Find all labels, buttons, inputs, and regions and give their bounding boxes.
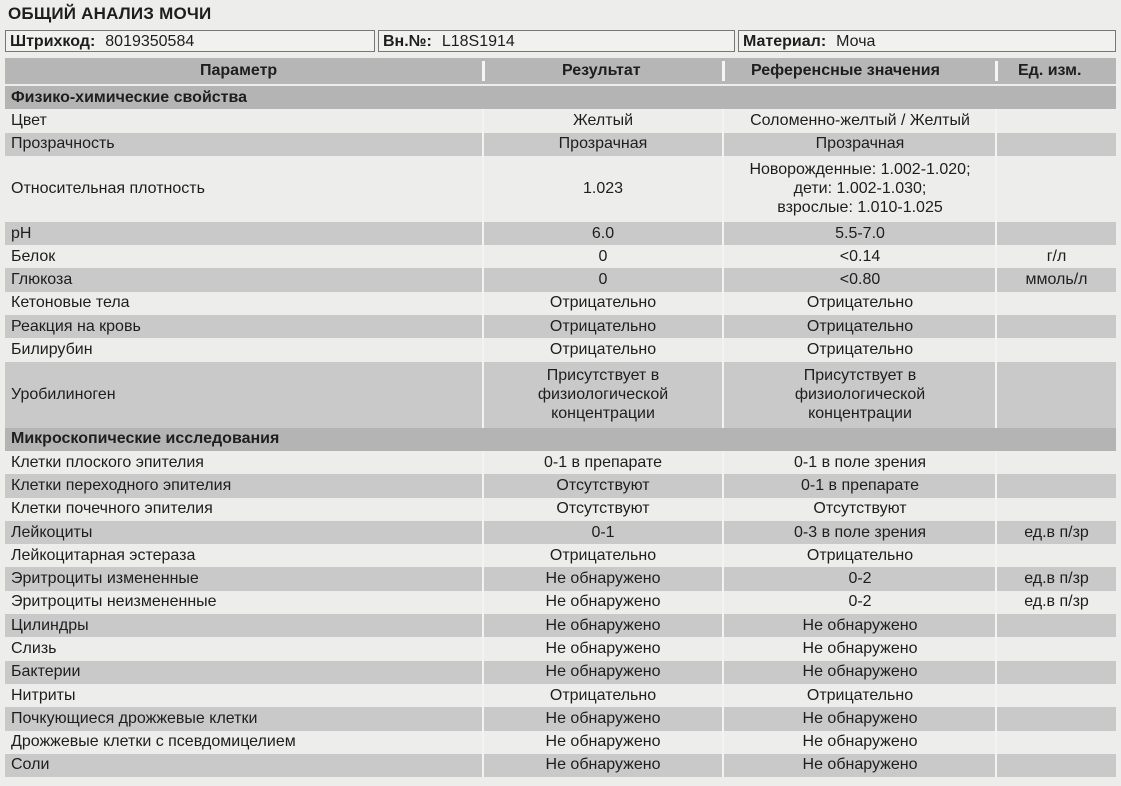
barcode-value: 8019350584 <box>105 33 195 50</box>
reference-cell: 0-2 <box>848 593 872 611</box>
reference-cell: 0-3 в поле зрения <box>794 523 926 541</box>
col-divider <box>482 338 484 361</box>
reference-cell: Отрицательно <box>806 341 914 359</box>
reference-cell: 0-2 <box>848 570 872 588</box>
result-cell: Не обнаружено <box>545 663 661 681</box>
col-divider <box>482 567 484 590</box>
material-box <box>738 30 1116 52</box>
col-divider <box>482 591 484 614</box>
result-cell: Отрицательно <box>549 686 657 704</box>
unit-cell <box>997 315 1116 338</box>
col-divider <box>995 637 997 660</box>
table-row <box>5 338 1116 361</box>
result-cell: Не обнаружено <box>545 616 661 634</box>
col-divider <box>722 474 724 497</box>
unit-cell <box>997 451 1116 474</box>
reference-cell: Не обнаружено <box>802 709 918 727</box>
unit-cell: г/л <box>1046 247 1067 265</box>
table-row <box>5 521 1116 544</box>
col-divider <box>995 61 998 81</box>
param-cell: Дрожжевые клетки с псевдомицелием <box>11 733 296 751</box>
col-divider <box>995 292 997 315</box>
unit-cell <box>997 731 1116 754</box>
col-divider <box>482 474 484 497</box>
param-cell: Уробилиноген <box>11 386 116 404</box>
table-row <box>5 567 1116 590</box>
col-divider <box>482 707 484 730</box>
reference-cell: Соломенно-желтый / Желтый <box>750 111 970 129</box>
specimen-info <box>5 30 1116 54</box>
result-cell: Желтый <box>572 111 634 129</box>
col-divider <box>722 498 724 521</box>
col-divider <box>482 451 484 474</box>
col-param-header: Параметр <box>200 62 278 79</box>
unit-cell <box>997 498 1116 521</box>
unit-cell <box>997 222 1116 245</box>
col-divider <box>722 544 724 567</box>
table-row <box>5 362 1116 428</box>
param-cell: Эритроциты измененные <box>11 570 199 588</box>
table-row <box>5 754 1116 777</box>
result-cell: Отрицательно <box>549 546 657 564</box>
col-divider <box>995 268 997 291</box>
col-divider <box>482 245 484 268</box>
col-divider <box>722 521 724 544</box>
col-divider <box>995 544 997 567</box>
unit-cell: ед.в п/зр <box>1024 523 1089 541</box>
reference-cell: <0.80 <box>839 271 881 289</box>
col-divider <box>995 451 997 474</box>
col-divider <box>995 614 997 637</box>
result-cell: Прозрачная <box>558 135 648 153</box>
col-result-header: Результат <box>562 62 641 79</box>
col-divider <box>482 521 484 544</box>
results-table <box>5 86 1116 777</box>
reference-cell: 0-1 в поле зрения <box>794 453 926 471</box>
col-divider <box>722 156 724 222</box>
col-divider <box>482 156 484 222</box>
result-cell: 0-1 в препарате <box>543 453 663 471</box>
param-cell: pH <box>11 224 32 242</box>
col-divider <box>722 451 724 474</box>
material-label: Материал: <box>743 33 827 50</box>
col-divider <box>995 362 997 428</box>
report-title: ОБЩИЙ АНАЛИЗ МОЧИ <box>8 4 212 23</box>
reference-cell: 5.5-7.0 <box>835 224 885 242</box>
material-value: Моча <box>836 33 876 50</box>
col-divider <box>722 614 724 637</box>
col-divider <box>722 268 724 291</box>
param-cell: Билирубин <box>11 341 93 359</box>
table-row <box>5 156 1116 222</box>
table-row <box>5 661 1116 684</box>
col-divider <box>482 268 484 291</box>
result-cell: 0 <box>598 247 608 265</box>
col-divider <box>995 661 997 684</box>
col-divider <box>995 567 997 590</box>
unit-cell <box>997 637 1116 660</box>
col-divider <box>995 731 997 754</box>
unit-cell <box>997 684 1116 707</box>
reference-cell: Не обнаружено <box>802 756 918 774</box>
unit-cell <box>997 544 1116 567</box>
col-divider <box>722 731 724 754</box>
param-cell: Реакция на кровь <box>11 317 141 335</box>
param-cell: Лейкоцитарная эстераза <box>11 546 196 564</box>
param-cell: Бактерии <box>11 663 81 681</box>
col-divider <box>995 498 997 521</box>
param-cell: Эритроциты неизмененные <box>11 593 217 611</box>
col-divider <box>482 61 485 81</box>
col-divider <box>995 222 997 245</box>
col-divider <box>722 109 724 132</box>
reference-cell: Отрицательно <box>806 294 914 312</box>
unit-cell: ед.в п/зр <box>1024 570 1089 588</box>
result-cell: Не обнаружено <box>545 570 661 588</box>
section-title: Микроскопические исследования <box>11 430 280 448</box>
col-reference-header: Референсные значения <box>751 62 940 79</box>
col-divider <box>995 338 997 361</box>
col-divider <box>995 474 997 497</box>
param-cell: Почкующиеся дрожжевые клетки <box>11 709 258 727</box>
col-divider <box>722 61 725 81</box>
col-divider <box>995 754 997 777</box>
param-cell: Клетки плоского эпителия <box>11 453 204 471</box>
col-divider <box>482 637 484 660</box>
col-divider <box>722 637 724 660</box>
col-divider <box>995 591 997 614</box>
param-cell: Цилиндры <box>11 616 89 634</box>
col-divider <box>722 133 724 156</box>
col-divider <box>482 661 484 684</box>
param-cell: Нитриты <box>11 686 76 704</box>
param-cell: Соли <box>11 756 50 774</box>
table-row <box>5 451 1116 474</box>
col-divider <box>722 661 724 684</box>
reference-cell: Не обнаружено <box>802 639 918 657</box>
result-cell: Не обнаружено <box>545 593 661 611</box>
reference-cell: Отсутствуют <box>813 500 907 518</box>
param-cell: Клетки почечного эпителия <box>11 500 213 518</box>
col-divider <box>722 707 724 730</box>
table-row <box>5 684 1116 707</box>
reference-cell: 0-1 в препарате <box>800 476 920 494</box>
result-cell: 1.023 <box>582 180 624 198</box>
col-divider <box>482 614 484 637</box>
table-row <box>5 268 1116 291</box>
reference-cell: Отрицательно <box>806 686 914 704</box>
table-row <box>5 544 1116 567</box>
col-divider <box>482 133 484 156</box>
table-row <box>5 637 1116 660</box>
unit-cell <box>997 474 1116 497</box>
section-title: Физико-химические свойства <box>11 88 248 106</box>
unit-cell: ед.в п/зр <box>1024 593 1089 611</box>
col-divider <box>482 498 484 521</box>
result-cell: Отсутствуют <box>556 500 650 518</box>
col-divider <box>482 109 484 132</box>
table-row <box>5 315 1116 338</box>
param-cell: Белок <box>11 247 56 265</box>
table-row <box>5 474 1116 497</box>
col-divider <box>722 245 724 268</box>
table-row <box>5 498 1116 521</box>
barcode-label: Штрихкод: <box>10 33 96 50</box>
table-row <box>5 109 1116 132</box>
col-divider <box>482 544 484 567</box>
param-cell: Прозрачность <box>11 135 115 153</box>
param-cell: Глюкоза <box>11 271 73 289</box>
reference-cell: <0.14 <box>839 247 881 265</box>
table-row <box>5 245 1116 268</box>
vn-box <box>378 30 735 52</box>
col-divider <box>995 245 997 268</box>
result-cell: Отрицательно <box>549 341 657 359</box>
table-row <box>5 133 1116 156</box>
param-cell: Клетки переходного эпителия <box>11 476 232 494</box>
result-cell: 6.0 <box>591 224 615 242</box>
col-divider <box>482 222 484 245</box>
result-cell: Не обнаружено <box>545 756 661 774</box>
col-divider <box>995 315 997 338</box>
col-divider <box>722 292 724 315</box>
reference-cell: Отрицательно <box>806 546 914 564</box>
reference-cell: Не обнаружено <box>802 733 918 751</box>
result-cell: Отрицательно <box>549 294 657 312</box>
section-header <box>5 428 1116 451</box>
col-divider <box>722 567 724 590</box>
col-divider <box>482 292 484 315</box>
col-divider <box>722 222 724 245</box>
col-divider <box>482 362 484 428</box>
table-row <box>5 614 1116 637</box>
col-divider <box>995 521 997 544</box>
table-row <box>5 292 1116 315</box>
param-cell: Относительная плотность <box>11 180 205 198</box>
table-row <box>5 731 1116 754</box>
unit-cell <box>997 707 1116 730</box>
col-divider <box>722 684 724 707</box>
col-divider <box>995 109 997 132</box>
col-divider <box>995 684 997 707</box>
col-divider <box>722 315 724 338</box>
result-cell: Присутствует в физиологической концентрации <box>537 367 669 423</box>
col-divider <box>722 362 724 428</box>
vn-value: L18S1914 <box>441 33 515 50</box>
unit-cell <box>997 338 1116 361</box>
reference-cell: Отрицательно <box>806 317 914 335</box>
col-unit-header: Ед. изм. <box>1018 62 1082 79</box>
result-cell: Отрицательно <box>549 317 657 335</box>
unit-cell: ммоль/л <box>1025 271 1088 289</box>
table-header <box>5 58 1116 84</box>
col-divider <box>482 731 484 754</box>
unit-cell <box>997 754 1116 777</box>
vn-label: Вн.№: <box>383 33 432 50</box>
unit-cell <box>997 292 1116 315</box>
col-divider <box>995 156 997 222</box>
result-cell: 0 <box>598 271 608 289</box>
table-row <box>5 222 1116 245</box>
col-divider <box>722 338 724 361</box>
reference-cell: Не обнаружено <box>802 616 918 634</box>
result-cell: 0-1 <box>591 523 615 541</box>
result-cell: Не обнаружено <box>545 709 661 727</box>
col-divider <box>995 133 997 156</box>
unit-cell <box>997 133 1116 156</box>
col-divider <box>482 684 484 707</box>
reference-cell: Прозрачная <box>815 135 905 153</box>
col-divider <box>482 754 484 777</box>
barcode-box <box>5 30 375 52</box>
unit-cell <box>997 661 1116 684</box>
reference-cell: Новорожденные: 1.002-1.020; дети: 1.002-1.030; взрослые: 1.010-1.025 <box>749 161 971 217</box>
col-divider <box>722 754 724 777</box>
param-cell: Кетоновые тела <box>11 294 130 312</box>
table-row <box>5 707 1116 730</box>
param-cell: Слизь <box>11 639 57 657</box>
col-divider <box>722 591 724 614</box>
result-cell: Не обнаружено <box>545 733 661 751</box>
col-divider <box>482 315 484 338</box>
unit-cell <box>997 109 1116 132</box>
param-cell: Лейкоциты <box>11 523 93 541</box>
reference-cell: Не обнаружено <box>802 663 918 681</box>
unit-cell <box>997 156 1116 222</box>
reference-cell: Присутствует в физиологической концентрации <box>794 367 926 423</box>
unit-cell <box>997 614 1116 637</box>
section-header <box>5 86 1116 109</box>
result-cell: Не обнаружено <box>545 639 661 657</box>
table-row <box>5 591 1116 614</box>
param-cell: Цвет <box>11 111 47 129</box>
result-cell: Отсутствуют <box>556 476 650 494</box>
unit-cell <box>997 362 1116 428</box>
col-divider <box>995 707 997 730</box>
